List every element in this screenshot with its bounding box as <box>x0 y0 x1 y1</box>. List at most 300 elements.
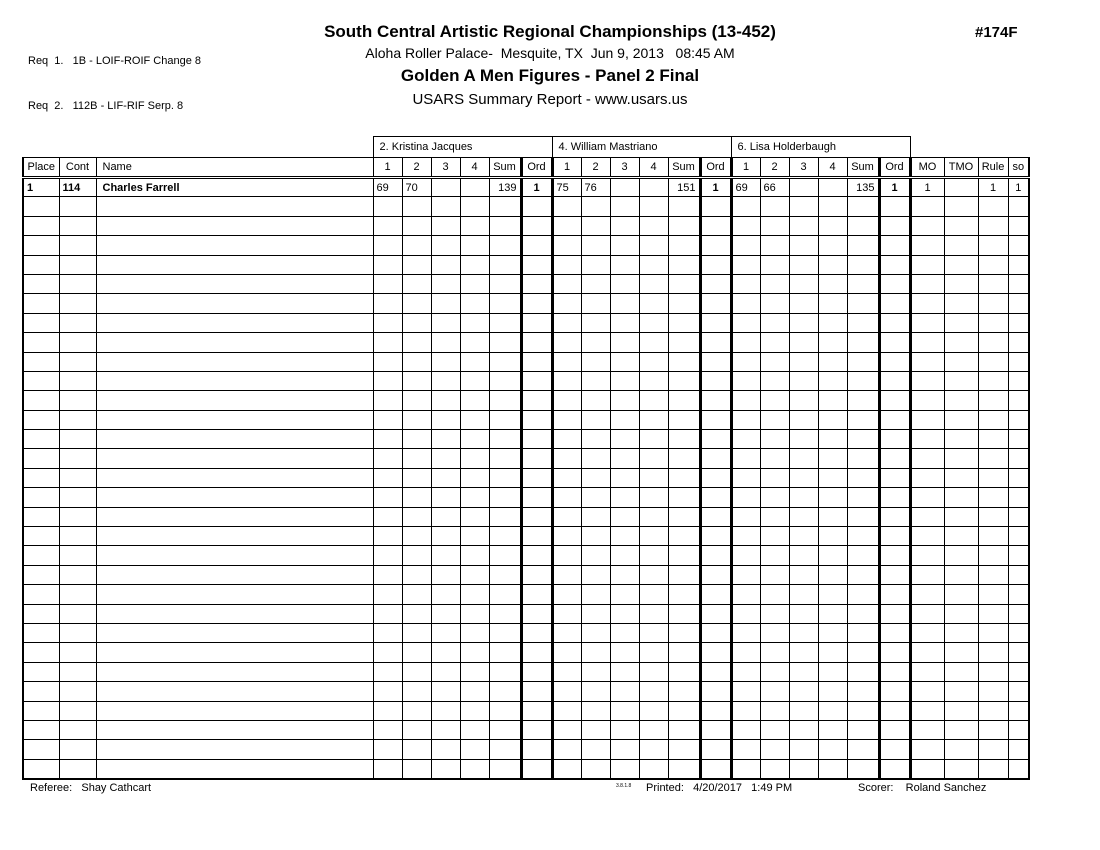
cell-rule <box>978 468 1008 487</box>
cell-name <box>96 371 373 390</box>
cell-j3-sum <box>847 430 879 449</box>
cell-j3-score2 <box>760 720 789 739</box>
cell-so <box>1008 216 1029 235</box>
cell-j1-score4 <box>460 740 489 759</box>
cell-j2-score3 <box>610 488 639 507</box>
cell-tmo <box>944 740 978 759</box>
cell-j1-score2 <box>402 430 431 449</box>
cell-j2-score4 <box>639 333 668 352</box>
cell-j2-score3 <box>610 623 639 642</box>
cell-rule <box>978 274 1008 293</box>
cell-so <box>1008 527 1029 546</box>
cell-j2-score2 <box>581 701 610 720</box>
cell-j3-score2 <box>760 371 789 390</box>
cell-j3-score1 <box>731 410 760 429</box>
cell-j2-score1 <box>552 313 581 332</box>
col-header-judge1-sum: Sum <box>489 158 521 178</box>
cell-j1-sum <box>489 216 521 235</box>
cell-j3-score2 <box>760 449 789 468</box>
cell-j1-sum <box>489 759 521 778</box>
cell-so <box>1008 449 1029 468</box>
cell-j2-sum <box>668 333 700 352</box>
cell-j3-score1 <box>731 255 760 274</box>
cell-tmo <box>944 391 978 410</box>
cell-place <box>23 255 59 274</box>
col-header-judge2-sum: Sum <box>668 158 700 178</box>
cell-j1-score2 <box>402 546 431 565</box>
cell-cont <box>59 216 96 235</box>
cell-j2-score3 <box>610 178 639 197</box>
cell-j2-score2 <box>581 585 610 604</box>
cell-j2-score1 <box>552 662 581 681</box>
cell-so <box>1008 546 1029 565</box>
cell-j2-ord <box>700 468 731 487</box>
cell-j1-ord <box>521 371 552 390</box>
cell-j3-score1 <box>731 623 760 642</box>
cell-j2-score1 <box>552 623 581 642</box>
cell-j1-score2 <box>402 371 431 390</box>
cell-j1-ord <box>521 274 552 293</box>
cell-j2-score4 <box>639 255 668 274</box>
cell-j3-ord <box>879 294 910 313</box>
cell-j1-score4 <box>460 507 489 526</box>
cell-so <box>1008 643 1029 662</box>
cell-j3-score1 <box>731 585 760 604</box>
cell-mo <box>910 488 944 507</box>
cell-rule <box>978 430 1008 449</box>
cell-j2-score4 <box>639 643 668 662</box>
cell-tmo <box>944 449 978 468</box>
cell-tmo <box>944 682 978 701</box>
cell-j3-score1 <box>731 197 760 216</box>
cell-j1-score2 <box>402 565 431 584</box>
cell-j2-score2 <box>581 682 610 701</box>
cell-cont <box>59 623 96 642</box>
cell-j3-score4 <box>818 371 847 390</box>
cell-j3-score3 <box>789 546 818 565</box>
cell-j1-ord <box>521 662 552 681</box>
cell-name <box>96 294 373 313</box>
cell-j1-score4 <box>460 371 489 390</box>
cell-tmo <box>944 643 978 662</box>
cell-j3-score3 <box>789 216 818 235</box>
cell-j1-score2 <box>402 488 431 507</box>
cell-place <box>23 720 59 739</box>
software-version: 3.8.1.8 <box>616 783 632 789</box>
cell-j1-score4 <box>460 527 489 546</box>
cell-j1-score3 <box>431 449 460 468</box>
cell-j3-score1 <box>731 527 760 546</box>
cell-j1-score3 <box>431 565 460 584</box>
cell-j1-sum <box>489 255 521 274</box>
cell-mo <box>910 333 944 352</box>
cell-j1-sum <box>489 197 521 216</box>
cell-j2-score3 <box>610 585 639 604</box>
cell-cont <box>59 604 96 623</box>
cell-j1-score4 <box>460 643 489 662</box>
cell-j2-score3 <box>610 527 639 546</box>
cell-j3-score3 <box>789 449 818 468</box>
cell-place <box>23 371 59 390</box>
cell-so <box>1008 371 1029 390</box>
cell-place <box>23 488 59 507</box>
cell-j1-score1 <box>373 507 402 526</box>
cell-j2-score2 <box>581 740 610 759</box>
cell-j1-ord <box>521 391 552 410</box>
cell-j1-ord <box>521 682 552 701</box>
cell-tmo <box>944 507 978 526</box>
cell-cont <box>59 720 96 739</box>
cell-mo <box>910 682 944 701</box>
cell-j3-score2 <box>760 197 789 216</box>
cell-j1-score3 <box>431 255 460 274</box>
cell-j2-score2 <box>581 759 610 778</box>
cell-j1-ord <box>521 449 552 468</box>
cell-tmo <box>944 313 978 332</box>
cell-j1-ord <box>521 585 552 604</box>
cell-j1-score1 <box>373 527 402 546</box>
cell-j1-score4 <box>460 333 489 352</box>
cell-tmo <box>944 178 978 197</box>
cell-j1-score1 <box>373 333 402 352</box>
cell-j3-ord <box>879 313 910 332</box>
cell-cont <box>59 759 96 778</box>
cell-tmo <box>944 546 978 565</box>
cell-j1-ord: 1 <box>521 178 552 197</box>
cell-j1-score4 <box>460 178 489 197</box>
cell-j2-score1 <box>552 449 581 468</box>
cell-rule <box>978 759 1008 778</box>
cell-name <box>96 255 373 274</box>
cell-j2-score2 <box>581 236 610 255</box>
cell-mo <box>910 643 944 662</box>
cell-j2-ord <box>700 623 731 642</box>
cell-j2-score3 <box>610 313 639 332</box>
cell-j2-score4 <box>639 313 668 332</box>
cell-j3-score2 <box>760 527 789 546</box>
cell-j1-score3 <box>431 313 460 332</box>
cell-j2-score4 <box>639 720 668 739</box>
col-header-place: Place <box>23 158 59 178</box>
cell-mo <box>910 391 944 410</box>
cell-j2-score4 <box>639 565 668 584</box>
cell-tmo <box>944 585 978 604</box>
cell-name <box>96 643 373 662</box>
cell-j1-sum <box>489 740 521 759</box>
cell-place: 1 <box>23 178 59 197</box>
cell-j1-ord <box>521 488 552 507</box>
cell-j3-score4 <box>818 585 847 604</box>
cell-cont <box>59 585 96 604</box>
cell-j1-sum <box>489 313 521 332</box>
cell-j3-score2: 66 <box>760 178 789 197</box>
cell-j3-sum <box>847 274 879 293</box>
cell-j2-sum <box>668 546 700 565</box>
cell-j3-score2 <box>760 488 789 507</box>
cell-j1-sum <box>489 701 521 720</box>
cell-j1-score3 <box>431 197 460 216</box>
cell-mo <box>910 604 944 623</box>
cell-j3-score4 <box>818 701 847 720</box>
cell-place <box>23 352 59 371</box>
cell-j3-score2 <box>760 410 789 429</box>
cell-j1-ord <box>521 720 552 739</box>
cell-mo <box>910 236 944 255</box>
cell-j2-score1 <box>552 430 581 449</box>
cell-j1-score3 <box>431 701 460 720</box>
cell-j2-score2 <box>581 313 610 332</box>
cell-j1-score1 <box>373 701 402 720</box>
cell-j1-score3 <box>431 352 460 371</box>
cell-rule <box>978 604 1008 623</box>
cell-name <box>96 449 373 468</box>
cell-j3-ord <box>879 352 910 371</box>
cell-j3-score1 <box>731 643 760 662</box>
cell-j2-score1 <box>552 585 581 604</box>
cell-j3-score3 <box>789 527 818 546</box>
cell-so <box>1008 740 1029 759</box>
cell-j3-score1 <box>731 565 760 584</box>
scorer-label: Scorer: Roland Sanchez <box>858 782 987 794</box>
cell-j2-score2 <box>581 565 610 584</box>
cell-j3-sum <box>847 623 879 642</box>
cell-j1-sum: 139 <box>489 178 521 197</box>
col-header-judge3-4: 4 <box>818 158 847 178</box>
cell-j2-score4 <box>639 410 668 429</box>
cell-j1-ord <box>521 604 552 623</box>
cell-j1-ord <box>521 546 552 565</box>
cell-j2-score3 <box>610 255 639 274</box>
cell-j1-score3 <box>431 527 460 546</box>
cell-j3-score1 <box>731 274 760 293</box>
cell-j1-score4 <box>460 604 489 623</box>
cell-j3-sum <box>847 682 879 701</box>
cell-j1-score4 <box>460 759 489 778</box>
cell-j1-score3 <box>431 720 460 739</box>
cell-j1-score1 <box>373 449 402 468</box>
cell-j1-score4 <box>460 468 489 487</box>
cell-j1-score4 <box>460 216 489 235</box>
cell-j2-score2 <box>581 333 610 352</box>
cell-j1-score4 <box>460 623 489 642</box>
cell-j2-score3 <box>610 197 639 216</box>
cell-j1-score2 <box>402 701 431 720</box>
cell-j1-score4 <box>460 662 489 681</box>
cell-j2-ord <box>700 643 731 662</box>
cell-j1-score3 <box>431 643 460 662</box>
cell-j2-sum <box>668 604 700 623</box>
results-table <box>22 136 1030 780</box>
cell-mo: 1 <box>910 178 944 197</box>
cell-so <box>1008 585 1029 604</box>
cell-j1-score2 <box>402 643 431 662</box>
cell-name <box>96 352 373 371</box>
cell-name <box>96 333 373 352</box>
cell-so <box>1008 352 1029 371</box>
cell-j2-score1 <box>552 546 581 565</box>
cell-j3-score2 <box>760 333 789 352</box>
cell-j3-score4 <box>818 197 847 216</box>
cell-j1-score4 <box>460 236 489 255</box>
cell-j3-sum: 135 <box>847 178 879 197</box>
cell-j3-score3 <box>789 410 818 429</box>
cell-j2-score2 <box>581 410 610 429</box>
cell-j2-score2 <box>581 488 610 507</box>
cell-j3-score1 <box>731 740 760 759</box>
cell-j3-score1 <box>731 701 760 720</box>
cell-j2-score2 <box>581 623 610 642</box>
cell-tmo <box>944 255 978 274</box>
cell-j1-ord <box>521 352 552 371</box>
cell-j3-score2 <box>760 623 789 642</box>
cell-tmo <box>944 294 978 313</box>
cell-j2-ord <box>700 759 731 778</box>
cell-j3-score2 <box>760 274 789 293</box>
cell-j2-ord <box>700 236 731 255</box>
cell-j1-score2 <box>402 623 431 642</box>
col-header-judge1-4: 4 <box>460 158 489 178</box>
cell-j2-ord <box>700 274 731 293</box>
cell-j1-score1 <box>373 236 402 255</box>
cell-rule <box>978 294 1008 313</box>
cell-so: 1 <box>1008 178 1029 197</box>
cell-mo <box>910 701 944 720</box>
cell-place <box>23 565 59 584</box>
cell-j2-score4 <box>639 701 668 720</box>
cell-j2-sum <box>668 720 700 739</box>
report-type-line: USARS Summary Report - www.usars.us <box>412 91 688 108</box>
cell-rule <box>978 352 1008 371</box>
cell-place <box>23 623 59 642</box>
cell-j1-sum <box>489 527 521 546</box>
cell-place <box>23 294 59 313</box>
cell-j2-score4 <box>639 468 668 487</box>
cell-j3-score1 <box>731 216 760 235</box>
cell-j3-score2 <box>760 643 789 662</box>
cell-j1-score3 <box>431 740 460 759</box>
cell-tmo <box>944 197 978 216</box>
cell-j1-score1 <box>373 740 402 759</box>
cell-j2-sum <box>668 527 700 546</box>
cell-j3-sum <box>847 565 879 584</box>
cell-j2-sum <box>668 759 700 778</box>
cell-j3-score2 <box>760 682 789 701</box>
cell-place <box>23 449 59 468</box>
cell-cont <box>59 682 96 701</box>
cell-j3-score3 <box>789 255 818 274</box>
cell-place <box>23 274 59 293</box>
cell-j3-score2 <box>760 468 789 487</box>
championship-title: South Central Artistic Regional Championships (13-452) <box>324 22 776 41</box>
cell-j1-ord <box>521 236 552 255</box>
cell-j1-score3 <box>431 236 460 255</box>
cell-j2-score1 <box>552 740 581 759</box>
cell-name <box>96 565 373 584</box>
cell-j1-sum <box>489 430 521 449</box>
cell-place <box>23 410 59 429</box>
cell-cont <box>59 662 96 681</box>
cell-j1-score3 <box>431 430 460 449</box>
results-table-wrap <box>22 136 1030 780</box>
cell-j1-score2 <box>402 527 431 546</box>
cell-j1-score1 <box>373 585 402 604</box>
cell-j3-ord <box>879 662 910 681</box>
cell-j3-score3 <box>789 236 818 255</box>
cell-j3-ord <box>879 643 910 662</box>
cell-name <box>96 740 373 759</box>
cell-j2-ord <box>700 410 731 429</box>
col-header-judge2-1: 1 <box>552 158 581 178</box>
cell-j2-score3 <box>610 430 639 449</box>
cell-place <box>23 546 59 565</box>
cell-j1-score4 <box>460 197 489 216</box>
cell-j1-sum <box>489 507 521 526</box>
col-header-judge3-3: 3 <box>789 158 818 178</box>
cell-j3-score1 <box>731 236 760 255</box>
cell-j2-score3 <box>610 236 639 255</box>
cell-j3-score1 <box>731 546 760 565</box>
cell-j2-score3 <box>610 468 639 487</box>
cell-j2-score4 <box>639 197 668 216</box>
cell-mo <box>910 759 944 778</box>
cell-j1-ord <box>521 410 552 429</box>
cell-j1-score4 <box>460 682 489 701</box>
col-header-judge2-4: 4 <box>639 158 668 178</box>
cell-mo <box>910 430 944 449</box>
cell-name <box>96 623 373 642</box>
cell-j1-ord <box>521 759 552 778</box>
cell-mo <box>910 585 944 604</box>
cell-j3-sum <box>847 507 879 526</box>
cell-j3-score3 <box>789 333 818 352</box>
cell-rule <box>978 449 1008 468</box>
cell-j1-sum <box>489 468 521 487</box>
cell-j1-score4 <box>460 546 489 565</box>
cell-j2-score2 <box>581 255 610 274</box>
cell-rule <box>978 720 1008 739</box>
cell-j3-score2 <box>760 565 789 584</box>
cell-j1-score3 <box>431 178 460 197</box>
cell-cont <box>59 333 96 352</box>
cell-j2-score1 <box>552 507 581 526</box>
cell-j3-score3 <box>789 294 818 313</box>
cell-name <box>96 604 373 623</box>
col-header-judge1-ord: Ord <box>521 158 552 178</box>
cell-j2-score1 <box>552 294 581 313</box>
cell-j3-score4 <box>818 313 847 332</box>
col-header-judge1-3: 3 <box>431 158 460 178</box>
cell-name <box>96 527 373 546</box>
cell-name <box>96 391 373 410</box>
cell-j3-ord <box>879 701 910 720</box>
cell-j2-sum <box>668 468 700 487</box>
cell-j2-ord <box>700 565 731 584</box>
cell-j1-score2 <box>402 682 431 701</box>
printed-timestamp: Printed: 4/20/2017 1:49 PM <box>646 782 793 794</box>
cell-mo <box>910 274 944 293</box>
cell-j3-score1 <box>731 662 760 681</box>
cell-j1-score3 <box>431 468 460 487</box>
cell-j2-score3 <box>610 449 639 468</box>
cell-mo <box>910 255 944 274</box>
cell-j3-score2 <box>760 352 789 371</box>
cell-so <box>1008 430 1029 449</box>
cell-j1-score2 <box>402 410 431 429</box>
cell-j2-score3 <box>610 391 639 410</box>
cell-tmo <box>944 720 978 739</box>
cell-j1-score2 <box>402 740 431 759</box>
cell-so <box>1008 488 1029 507</box>
